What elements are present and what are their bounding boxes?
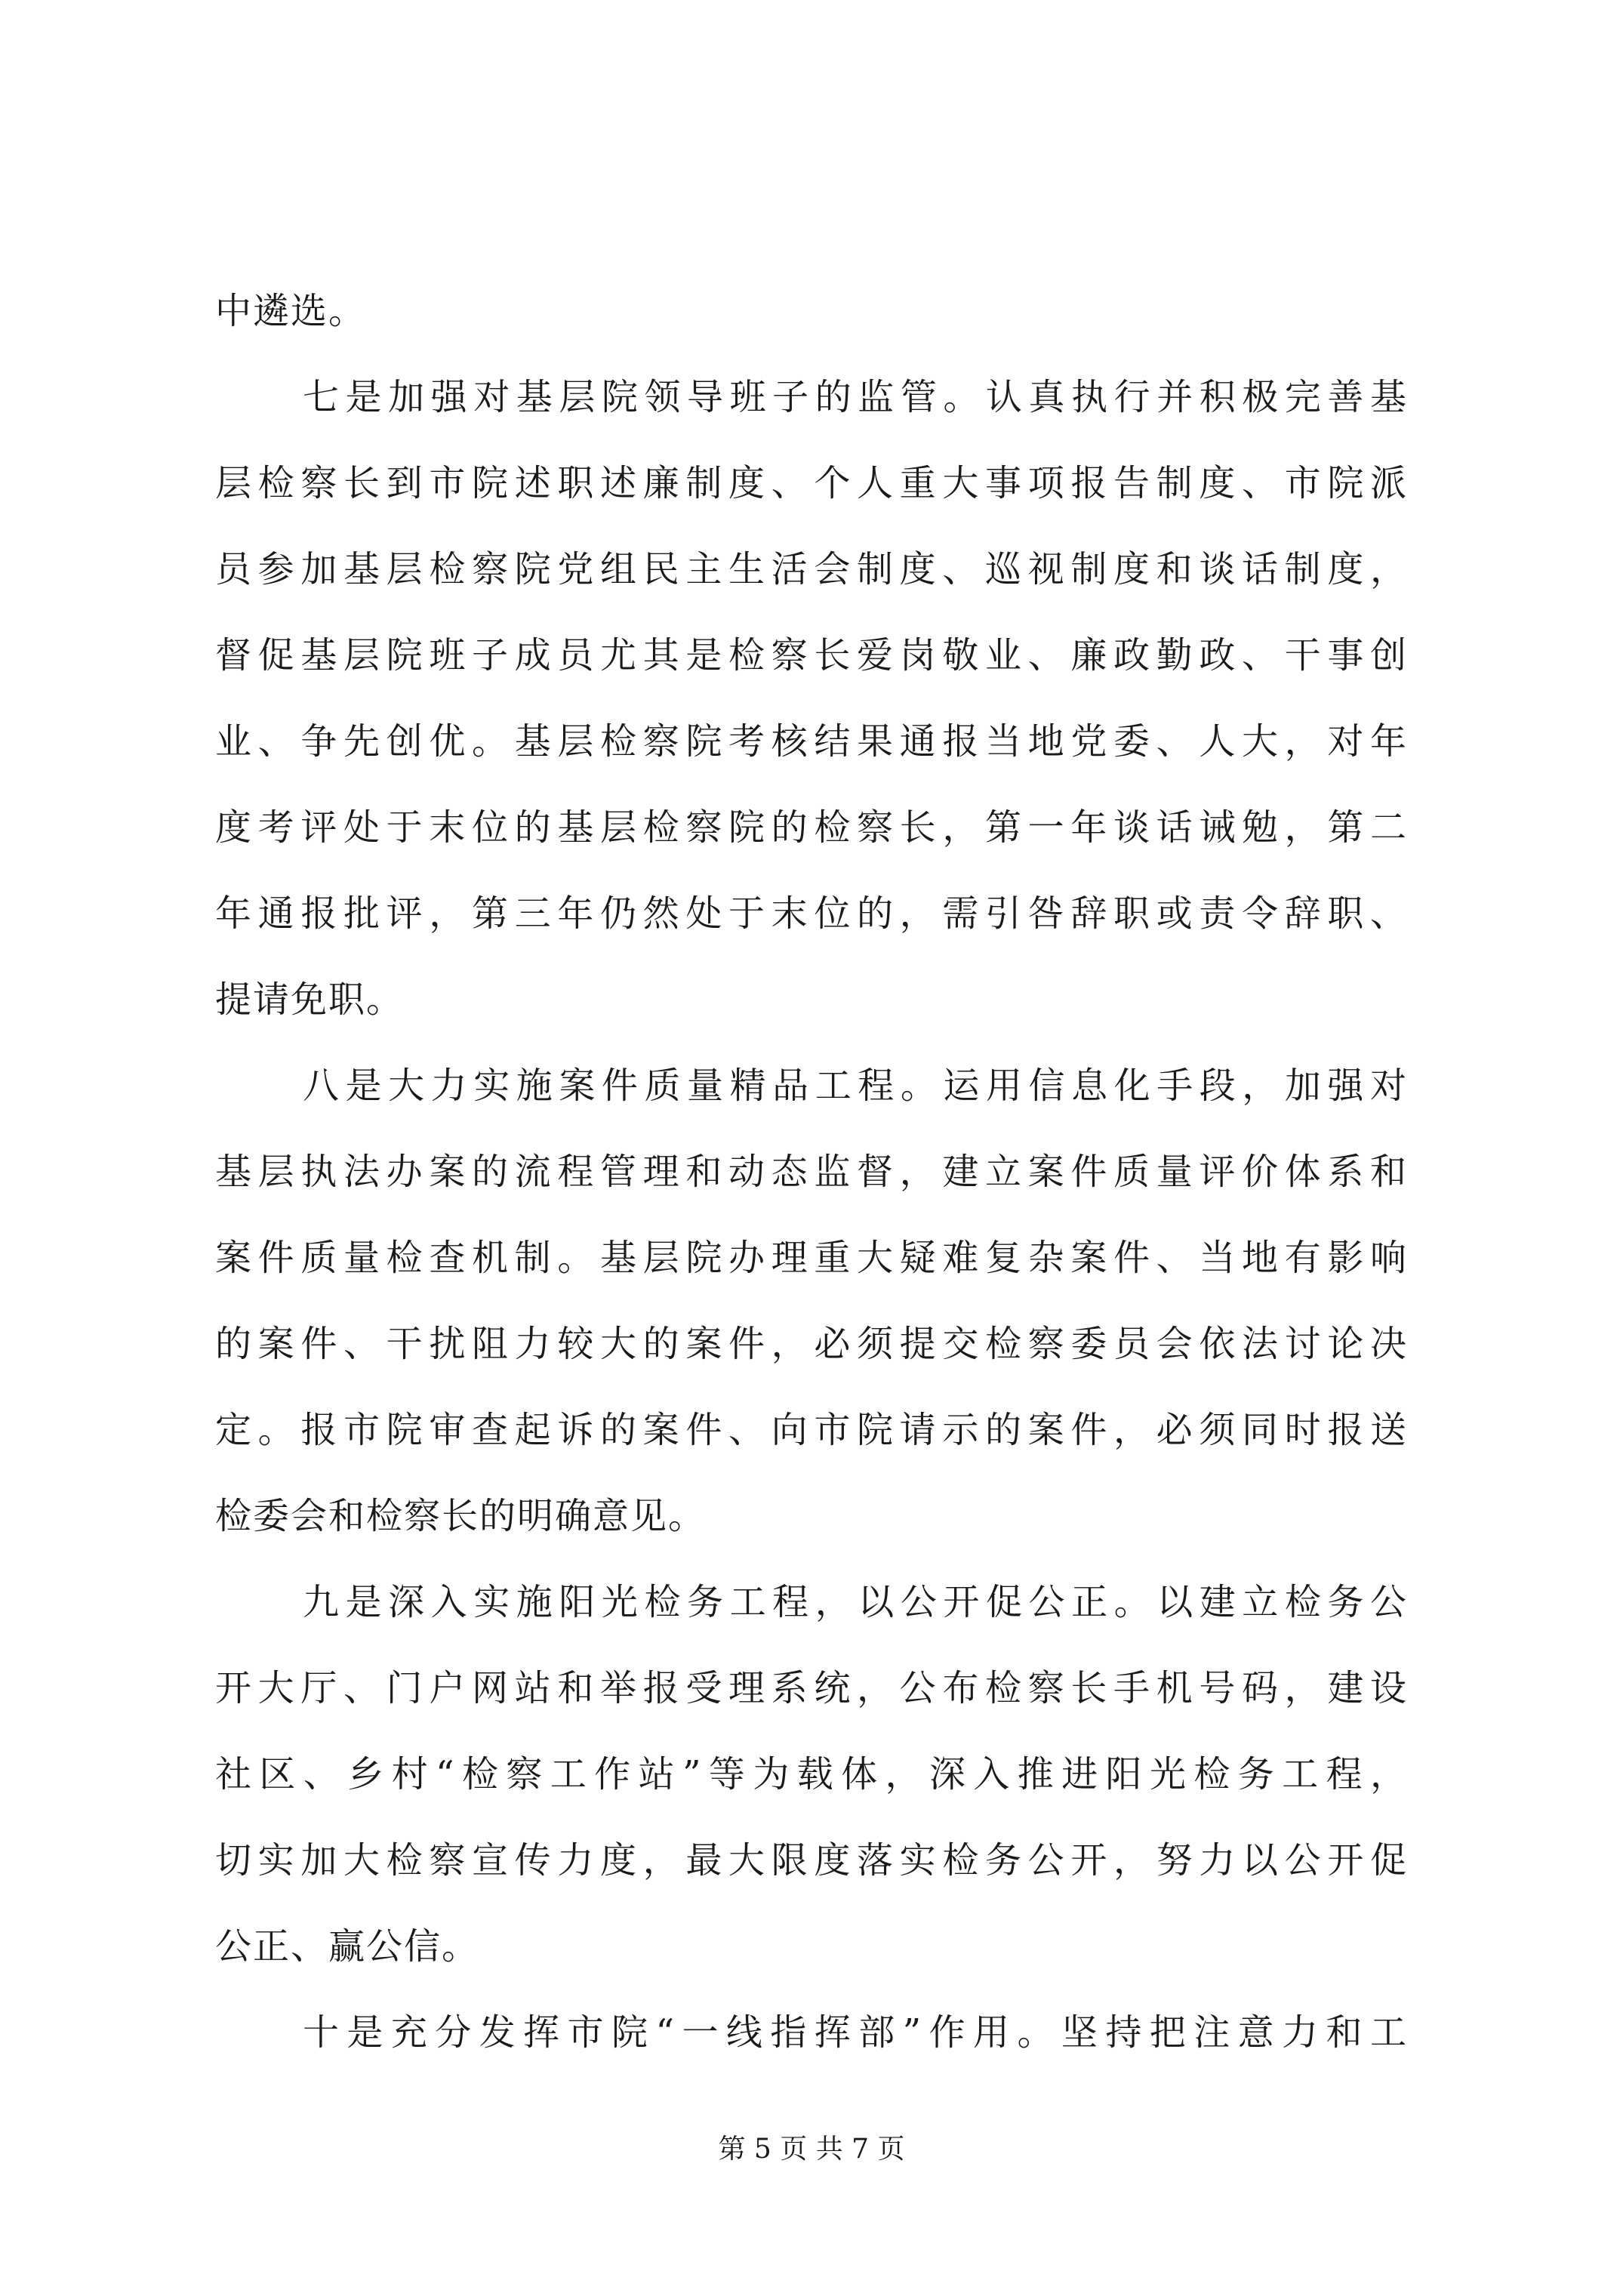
text-line: 切实加大检察宣传力度，最大限度落实检务公开，努力以公开促 <box>215 1839 1408 1881</box>
text-line: 层检察长到市院述职述廉制度、个人重大事项报告制度、市院派 <box>215 462 1408 504</box>
text-line: 案件质量检查机制。基层院办理重大疑难复杂案件、当地有影响 <box>215 1237 1408 1279</box>
text-line: 公正、赢公信。 <box>215 1925 480 1968</box>
text-line: 基层执法办案的流程管理和动态监督，建立案件质量评价体系和 <box>215 1151 1408 1193</box>
text-line: 提请免职。 <box>215 978 405 1021</box>
text-line: 社区、乡村“检察工作站”等为载体，深入推进阳光检务工程， <box>215 1753 1408 1795</box>
body-text <box>215 268 1408 2076</box>
text-line: 定。报市院审查起诉的案件、向市院请示的案件，必须同时报送 <box>215 1409 1408 1451</box>
text-line: 九是深入实施阳光检务工程，以公开促公正。以建立检务公 <box>303 1581 1408 1623</box>
text-line: 员参加基层检察院党组民主生活会制度、巡视制度和谈话制度， <box>215 548 1408 590</box>
text-line: 检委会和检察长的明确意见。 <box>215 1495 707 1537</box>
text-line: 业、争先创优。基层检察院考核结果通报当地党委、人大，对年 <box>215 720 1408 763</box>
text-line: 年通报批评，第三年仍然处于末位的，需引咎辞职或责令辞职、 <box>215 892 1408 935</box>
text-line: 的案件、干扰阻力较大的案件，必须提交检察委员会依法讨论决 <box>215 1323 1408 1365</box>
text-line: 开大厅、门户网站和举报受理系统，公布检察长手机号码，建设 <box>215 1667 1408 1709</box>
text-line: 督促基层院班子成员尤其是检察长爱岗敬业、廉政勤政、干事创 <box>215 634 1408 676</box>
text-line: 度考评处于末位的基层检察院的检察长，第一年谈话诫勉，第二 <box>215 806 1408 849</box>
text-line: 七是加强对基层院领导班子的监管。认真执行并积极完善基 <box>303 376 1408 418</box>
text-line: 八是大力实施案件质量精品工程。运用信息化手段，加强对 <box>303 1065 1408 1107</box>
text-line: 十是充分发挥市院“一线指挥部”作用。坚持把注意力和工 <box>303 2011 1408 2054</box>
text-line: 中遴选。 <box>215 290 367 332</box>
page-footer: 第 5 页 共 7 页 <box>718 2134 905 2165</box>
